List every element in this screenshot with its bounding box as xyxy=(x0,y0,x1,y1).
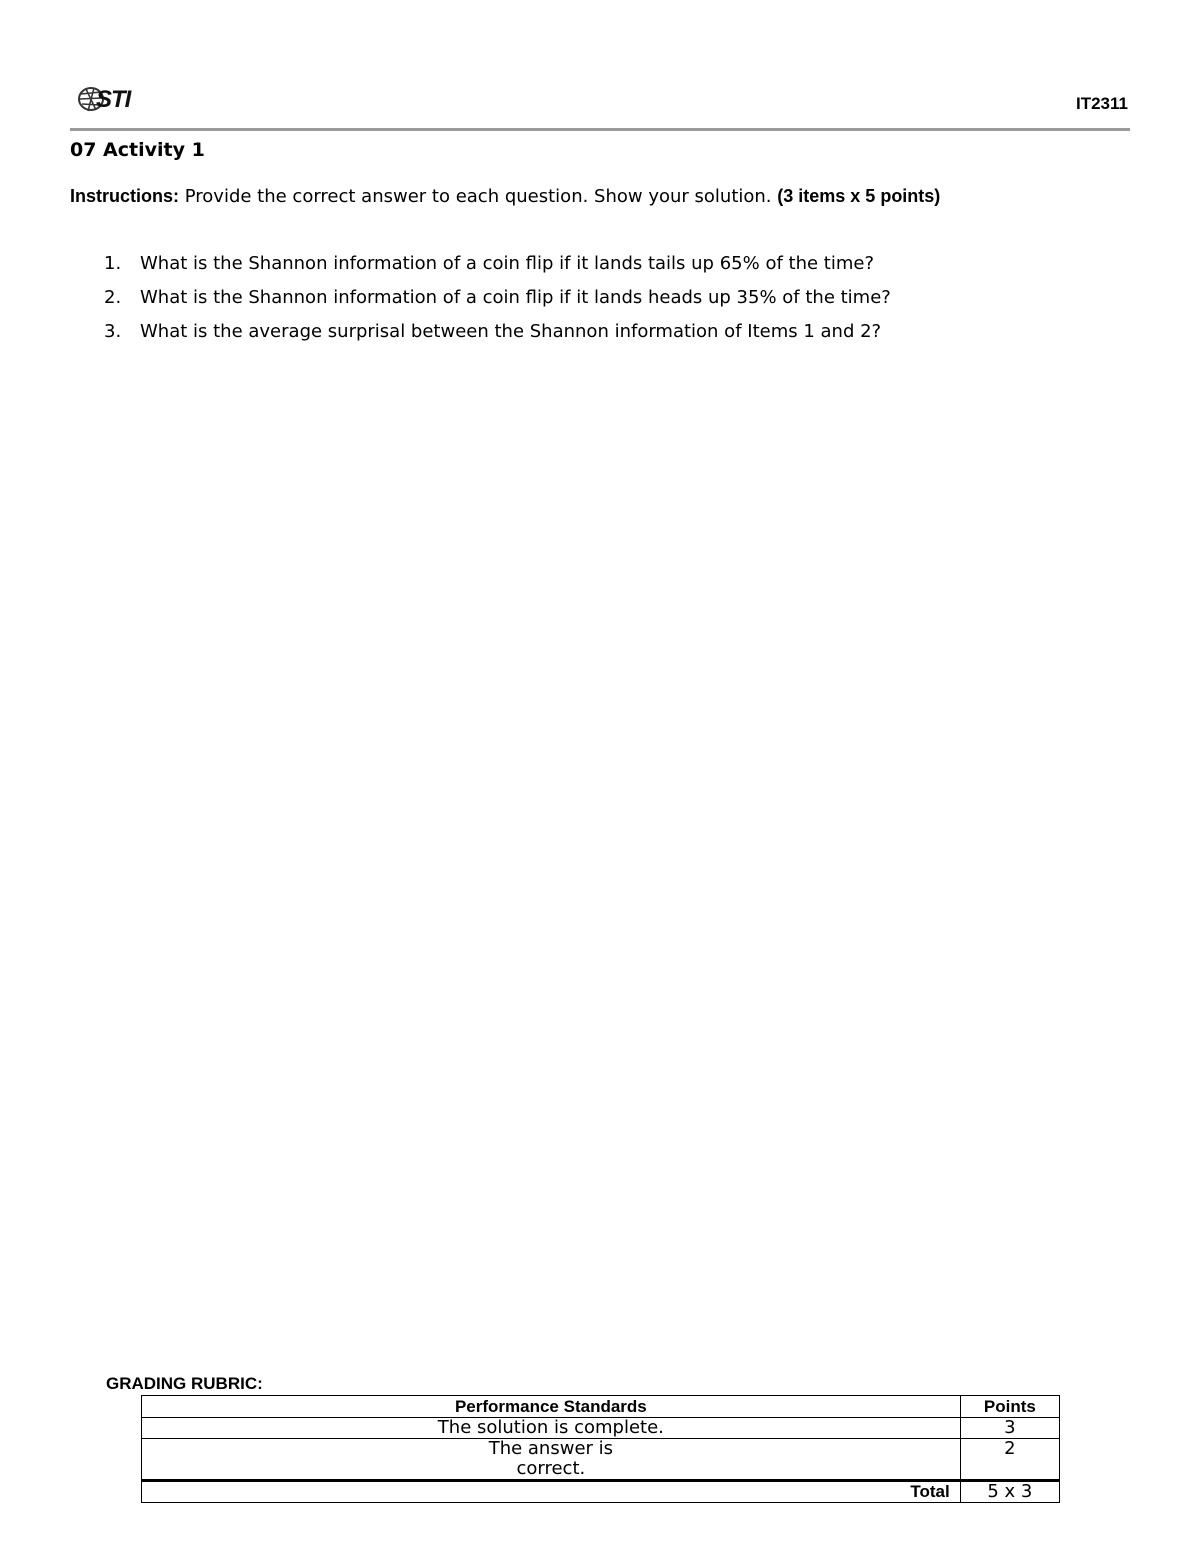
rubric-heading: GRADING RUBRIC: xyxy=(106,1374,263,1393)
column-header-points: Points xyxy=(960,1396,1059,1418)
instructions-points: (3 items x 5 points) xyxy=(777,186,941,206)
rubric-header-row xyxy=(142,1396,1060,1418)
page-title: 07 Activity 1 xyxy=(70,139,205,161)
table-row xyxy=(142,1439,1060,1481)
question-item xyxy=(104,320,944,343)
question-text: What is the Shannon information of a coin flip if it lands heads up 35% of the time? xyxy=(140,287,891,308)
question-item xyxy=(104,286,944,309)
instructions xyxy=(70,184,950,209)
points-cell: 2 xyxy=(960,1439,1059,1481)
question-text: What is the Shannon information of a coin flip if it lands tails up 65% of the time? xyxy=(140,253,874,274)
rubric-table xyxy=(141,1395,1060,1503)
question-number: 2. xyxy=(104,287,122,308)
question-number: 1. xyxy=(104,253,122,274)
question-item xyxy=(104,252,944,275)
instructions-label: Instructions: xyxy=(70,186,180,206)
question-list xyxy=(104,252,944,354)
total-label: Total xyxy=(142,1481,961,1503)
total-row xyxy=(142,1481,1060,1503)
standard-cell: The solution is complete. xyxy=(142,1418,961,1439)
total-value: 5 x 3 xyxy=(960,1481,1059,1503)
standard-text: The answer is correct. xyxy=(488,1438,614,1479)
standard-cell xyxy=(142,1439,961,1481)
question-text: What is the average surprisal between the Shannon information of Items 1 and 2? xyxy=(140,321,882,342)
course-code: IT2311 xyxy=(1076,94,1128,113)
column-header-standards: Performance Standards xyxy=(142,1396,961,1418)
table-row xyxy=(142,1418,1060,1439)
header-divider xyxy=(70,128,1130,131)
instructions-text: Provide the correct answer to each question. Show your solution. xyxy=(179,186,778,207)
question-number: 3. xyxy=(104,321,122,342)
points-cell: 3 xyxy=(960,1418,1059,1439)
logo-text: STI xyxy=(96,86,131,113)
